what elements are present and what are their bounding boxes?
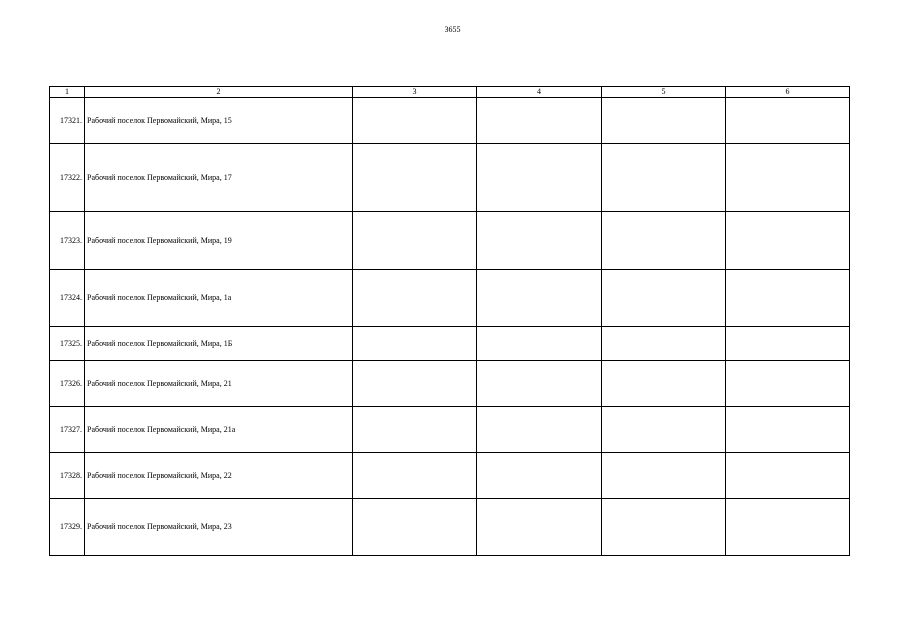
- cell-col-4: [477, 361, 602, 407]
- address-cell: Рабочий поселок Первомайский, Мира, 15: [85, 98, 353, 144]
- cell-col-4: [477, 144, 602, 212]
- cell-col-6: [726, 270, 850, 327]
- cell-col-5: [602, 270, 726, 327]
- address-cell: Рабочий поселок Первомайский, Мира, 1Б: [85, 327, 353, 361]
- cell-col-4: [477, 407, 602, 453]
- table-row: [50, 407, 850, 453]
- address-table: [49, 86, 850, 556]
- cell-col-3: [353, 212, 477, 270]
- cell-col-5: [602, 212, 726, 270]
- table-row: [50, 212, 850, 270]
- page-number: 3655: [444, 25, 461, 34]
- address-cell: Рабочий поселок Первомайский, Мира, 21: [85, 361, 353, 407]
- cell-col-4: [477, 98, 602, 144]
- cell-col-4: [477, 453, 602, 499]
- cell-col-3: [353, 361, 477, 407]
- cell-col-3: [353, 499, 477, 556]
- cell-col-6: [726, 98, 850, 144]
- cell-col-6: [726, 361, 850, 407]
- row-number: 17328.: [50, 453, 85, 499]
- column-header-6: 6: [726, 87, 850, 98]
- address-cell: Рабочий поселок Первомайский, Мира, 22: [85, 453, 353, 499]
- cell-col-6: [726, 407, 850, 453]
- table-row: [50, 144, 850, 212]
- cell-col-3: [353, 327, 477, 361]
- table-row: [50, 453, 850, 499]
- cell-col-6: [726, 499, 850, 556]
- cell-col-5: [602, 327, 726, 361]
- row-number: 17322.: [50, 144, 85, 212]
- cell-col-3: [353, 98, 477, 144]
- cell-col-5: [602, 361, 726, 407]
- cell-col-5: [602, 453, 726, 499]
- cell-col-5: [602, 144, 726, 212]
- cell-col-5: [602, 407, 726, 453]
- cell-col-3: [353, 453, 477, 499]
- cell-col-6: [726, 453, 850, 499]
- column-header-4: 4: [477, 87, 602, 98]
- cell-col-5: [602, 499, 726, 556]
- table-row: [50, 327, 850, 361]
- row-number: 17329.: [50, 499, 85, 556]
- address-cell: Рабочий поселок Первомайский, Мира, 17: [85, 144, 353, 212]
- cell-col-3: [353, 270, 477, 327]
- table-row: [50, 499, 850, 556]
- address-cell: Рабочий поселок Первомайский, Мира, 21а: [85, 407, 353, 453]
- header-row: [50, 87, 850, 98]
- address-cell: Рабочий поселок Первомайский, Мира, 1а: [85, 270, 353, 327]
- row-number: 17325.: [50, 327, 85, 361]
- table-row: [50, 270, 850, 327]
- address-cell: Рабочий поселок Первомайский, Мира, 23: [85, 499, 353, 556]
- column-header-5: 5: [602, 87, 726, 98]
- column-header-3: 3: [353, 87, 477, 98]
- cell-col-6: [726, 327, 850, 361]
- cell-col-5: [602, 98, 726, 144]
- cell-col-6: [726, 144, 850, 212]
- row-number: 17321.: [50, 98, 85, 144]
- table-row: [50, 361, 850, 407]
- column-header-2: 2: [85, 87, 353, 98]
- row-number: 17326.: [50, 361, 85, 407]
- cell-col-3: [353, 407, 477, 453]
- cell-col-4: [477, 212, 602, 270]
- row-number: 17327.: [50, 407, 85, 453]
- address-cell: Рабочий поселок Первомайский, Мира, 19: [85, 212, 353, 270]
- cell-col-3: [353, 144, 477, 212]
- cell-col-4: [477, 270, 602, 327]
- row-number: 17324.: [50, 270, 85, 327]
- row-number: 17323.: [50, 212, 85, 270]
- cell-col-6: [726, 212, 850, 270]
- column-header-1: 1: [50, 87, 85, 98]
- cell-col-4: [477, 327, 602, 361]
- table-row: [50, 98, 850, 144]
- cell-col-4: [477, 499, 602, 556]
